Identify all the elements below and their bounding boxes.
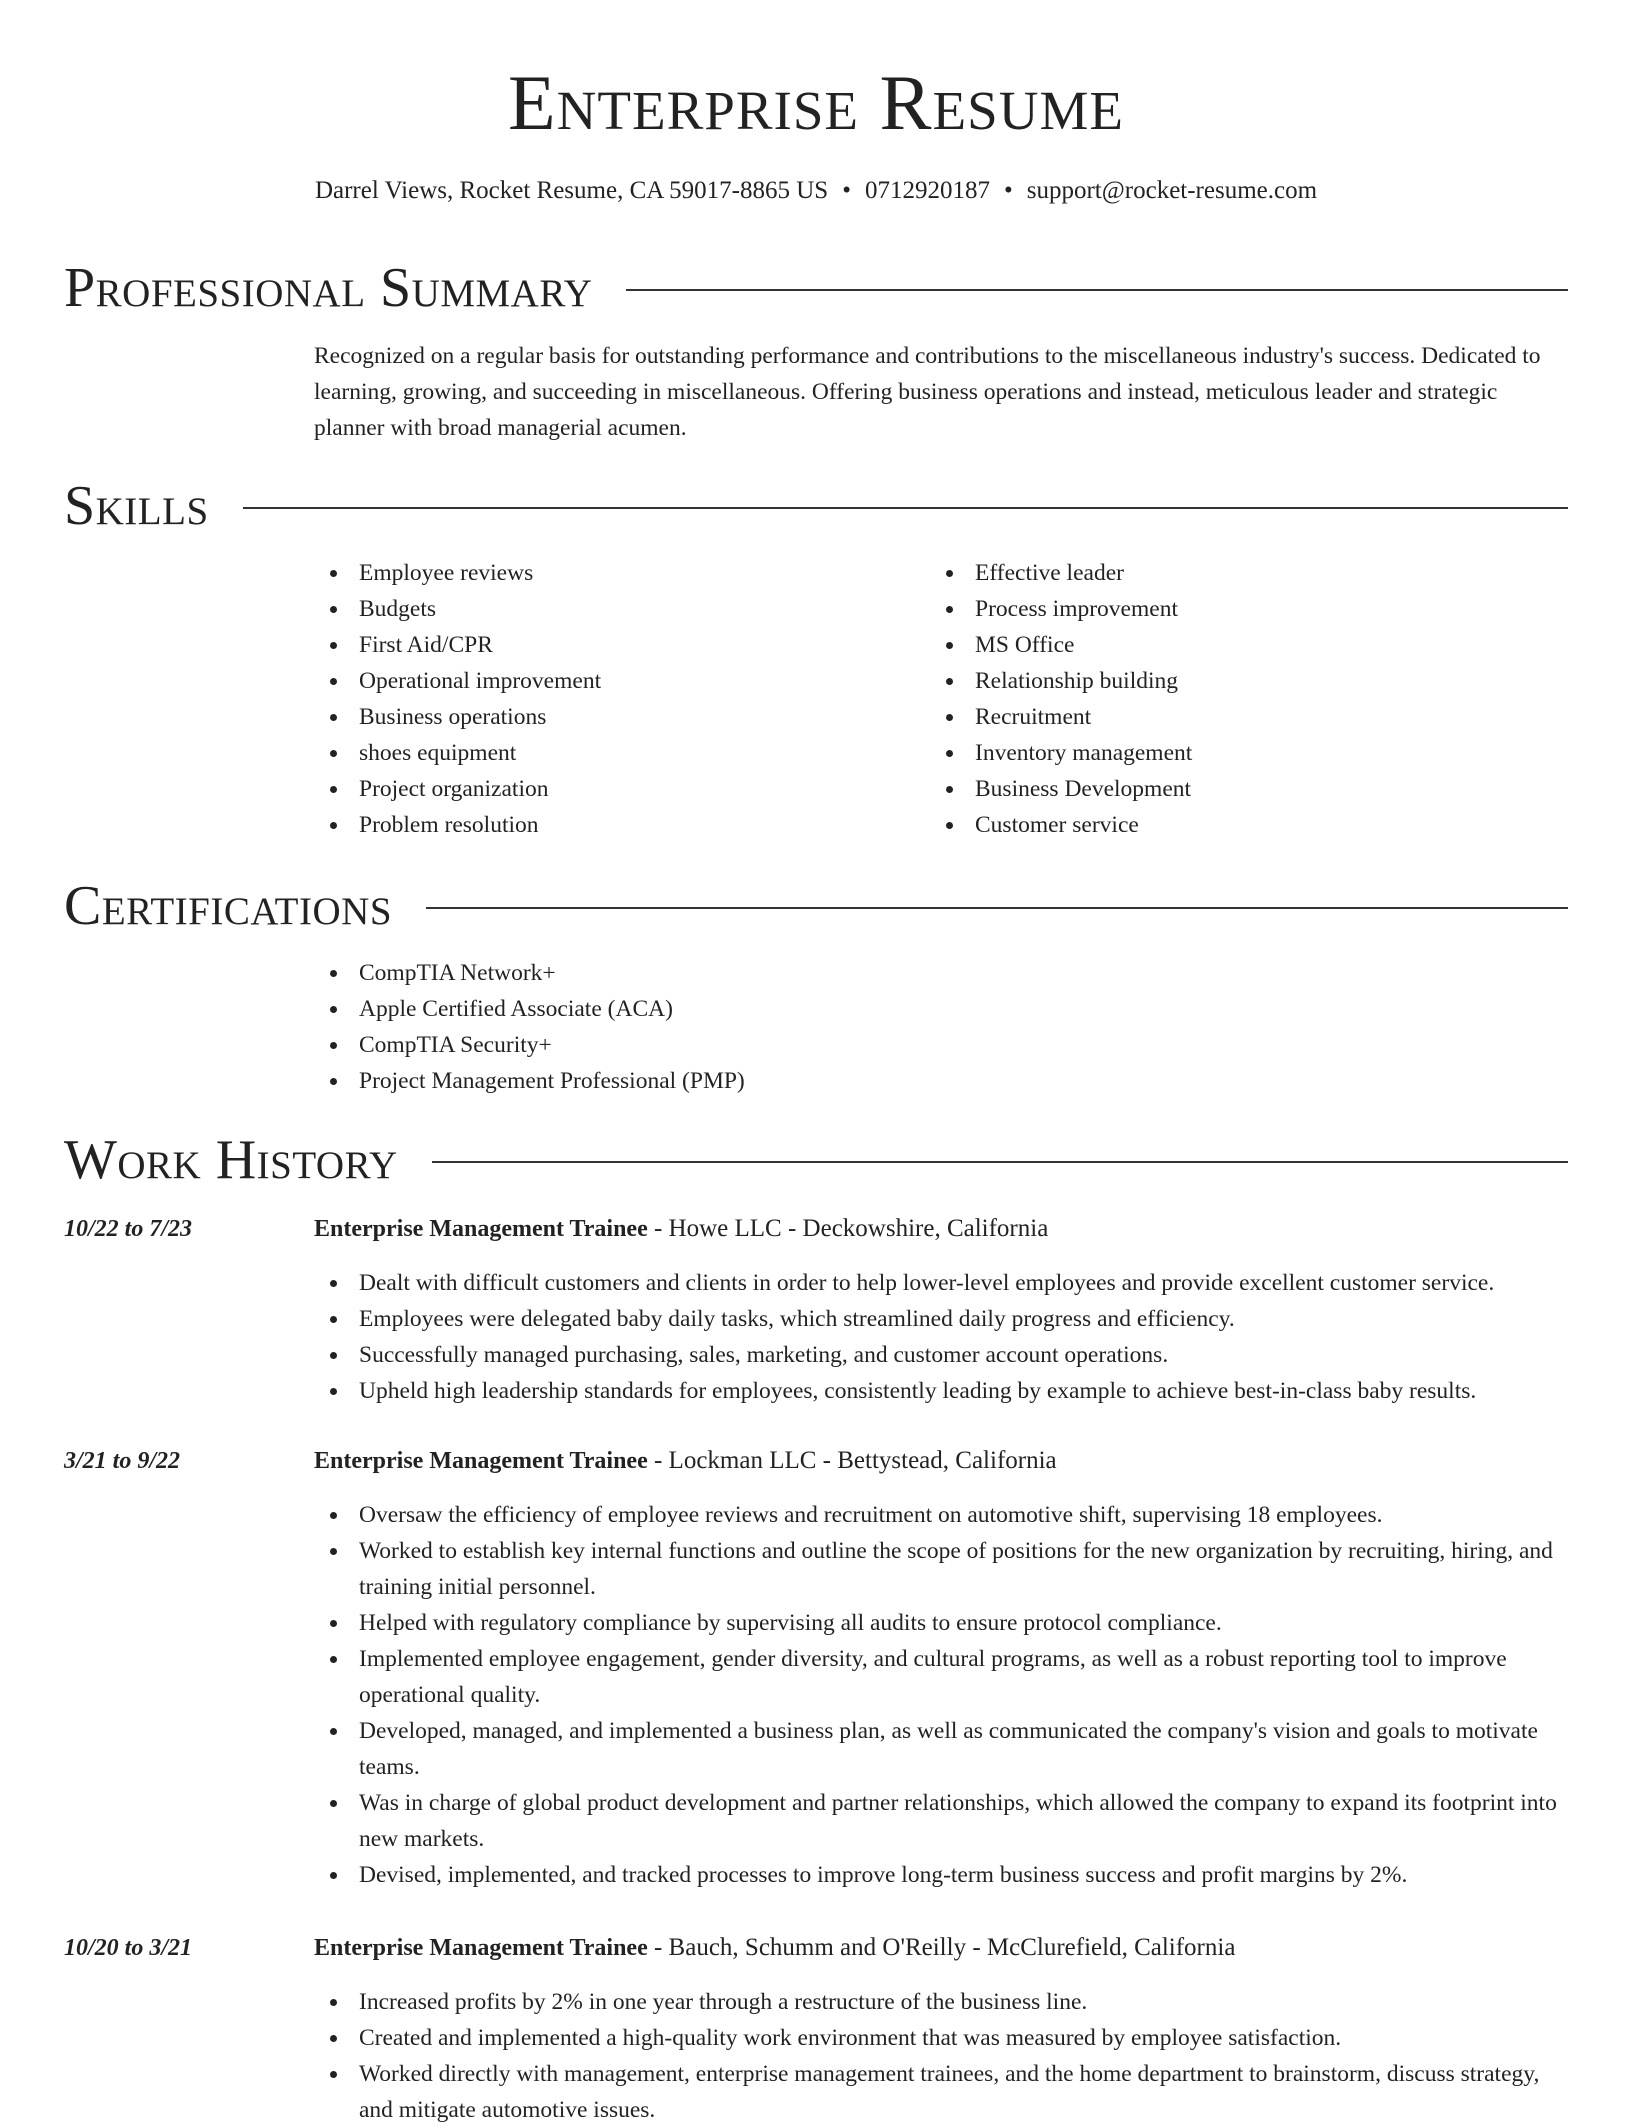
section-heading-work-history xyxy=(64,1128,1568,1192)
skill-item: Problem resolution xyxy=(314,807,914,843)
contact-separator: • xyxy=(842,177,851,204)
skill-item: shoes equipment xyxy=(314,735,914,771)
section-heading-certifications xyxy=(64,874,1568,938)
summary-text: Recognized on a regular basis for outstanding performance and contributions to the miscellaneous industry's success. Dedicated to learning, growing, and succeeding in miscellaneous. Offering business operations and instead, meticulous leader and strategic planner with broad managerial acumen. xyxy=(314,343,1541,441)
certification-item: Apple Certified Associate (ACA) xyxy=(314,991,1568,1027)
section-divider xyxy=(432,1161,1568,1163)
job-role: Enterprise Management Trainee xyxy=(314,1216,648,1242)
contact-address: Darrel Views, Rocket Resume, CA 59017-8865 US xyxy=(314,177,829,204)
certification-item: CompTIA Network+ xyxy=(314,955,1568,991)
contact-phone: 0712920187 xyxy=(864,177,990,204)
job-bullets xyxy=(314,1265,1568,1409)
certification-item: CompTIA Security+ xyxy=(314,1027,1568,1063)
skill-item: Business operations xyxy=(314,699,914,735)
job-bullets xyxy=(314,1984,1568,2128)
job-dates: 3/21 to 9/22 xyxy=(64,1448,181,1474)
skill-item: Project organization xyxy=(314,771,914,807)
skill-item: Operational improvement xyxy=(314,663,914,699)
skill-item: Budgets xyxy=(314,591,914,627)
section-title-work-history: Work History xyxy=(64,1129,398,1191)
section-heading-skills xyxy=(64,474,1568,538)
job-header xyxy=(314,1930,1568,1966)
job-bullet: Developed, managed, and implemented a business plan, as well as communicated the company's vision and goals to motivate teams. xyxy=(314,1713,1568,1785)
job-header xyxy=(314,1211,1568,1247)
job-header xyxy=(314,1443,1568,1479)
contact-line xyxy=(0,174,1632,208)
job-bullet: Oversaw the efficiency of employee reviews and recruitment on automotive shift, supervising 18 employees. xyxy=(314,1497,1568,1533)
job-bullet: Devised, implemented, and tracked processes to improve long-term business success and profit margins by 2%. xyxy=(314,1857,1568,1893)
job-bullet: Created and implemented a high-quality work environment that was measured by employee satisfaction. xyxy=(314,2020,1568,2056)
job-bullet: Increased profits by 2% in one year through a restructure of the business line. xyxy=(314,1984,1568,2020)
section-divider xyxy=(426,907,1568,909)
job-role: Enterprise Management Trainee xyxy=(314,1448,648,1474)
skill-item: First Aid/CPR xyxy=(314,627,914,663)
job-bullet: Worked directly with management, enterprise management trainees, and the home department to brainstorm, discuss strategy, and mitigate automotive issues. xyxy=(314,2056,1568,2128)
job-bullet: Employees were delegated baby daily tasks, which streamlined daily progress and efficiency. xyxy=(314,1301,1568,1337)
skill-item: Recruitment xyxy=(930,699,1530,735)
job-bullets xyxy=(314,1497,1568,1893)
job-bullet: Helped with regulatory compliance by supervising all audits to ensure protocol compliance. xyxy=(314,1605,1568,1641)
skill-item: Employee reviews xyxy=(314,555,914,591)
section-divider xyxy=(243,507,1568,509)
section-title-summary: Professional Summary xyxy=(64,257,593,319)
section-title-skills: Skills xyxy=(64,475,209,537)
job-bullet: Was in charge of global product development and partner relationships, which allowed the company to expand its footprint into new markets. xyxy=(314,1785,1568,1857)
contact-email[interactable]: support@rocket-resume.com xyxy=(1026,177,1318,204)
job-bullet: Dealt with difficult customers and clients in order to help lower-level employees and provide excellent customer service. xyxy=(314,1265,1568,1301)
job-bullet: Upheld high leadership standards for employees, consistently leading by example to achieve best-in-class baby results. xyxy=(314,1373,1568,1409)
resume-title: Enterprise Resume xyxy=(508,59,1124,146)
skill-item: Process improvement xyxy=(930,591,1530,627)
job-bullet: Implemented employee engagement, gender diversity, and cultural programs, as well as a robust reporting tool to improve operational quality. xyxy=(314,1641,1568,1713)
job-company: - Howe LLC - Deckowshire, California xyxy=(647,1215,1049,1242)
job-company: - Bauch, Schumm and O'Reilly - McClurefield, California xyxy=(647,1934,1236,1961)
skill-item: Customer service xyxy=(930,807,1530,843)
certification-item: Project Management Professional (PMP) xyxy=(314,1063,1568,1099)
skill-item: Business Development xyxy=(930,771,1530,807)
skills-column-right xyxy=(930,555,1530,843)
skill-item: Inventory management xyxy=(930,735,1530,771)
job-bullet: Successfully managed purchasing, sales, marketing, and customer account operations. xyxy=(314,1337,1568,1373)
skill-item: Effective leader xyxy=(930,555,1530,591)
certifications-list xyxy=(314,955,1568,1099)
section-heading-summary xyxy=(64,256,1568,320)
contact-separator: • xyxy=(1003,177,1013,204)
job-dates: 10/20 to 3/21 xyxy=(64,1935,193,1961)
job-company: - Lockman LLC - Bettystead, California xyxy=(647,1447,1057,1474)
section-divider xyxy=(626,289,1568,291)
skills-column-left xyxy=(314,555,914,843)
job-role: Enterprise Management Trainee xyxy=(314,1935,648,1961)
section-title-certifications: Certifications xyxy=(64,875,393,937)
job-bullet: Worked to establish key internal functions and outline the scope of positions for the new organization by recruiting, hiring, and training initial personnel. xyxy=(314,1533,1568,1605)
skill-item: Relationship building xyxy=(930,663,1530,699)
job-dates: 10/22 to 7/23 xyxy=(64,1216,193,1242)
skill-item: MS Office xyxy=(930,627,1530,663)
